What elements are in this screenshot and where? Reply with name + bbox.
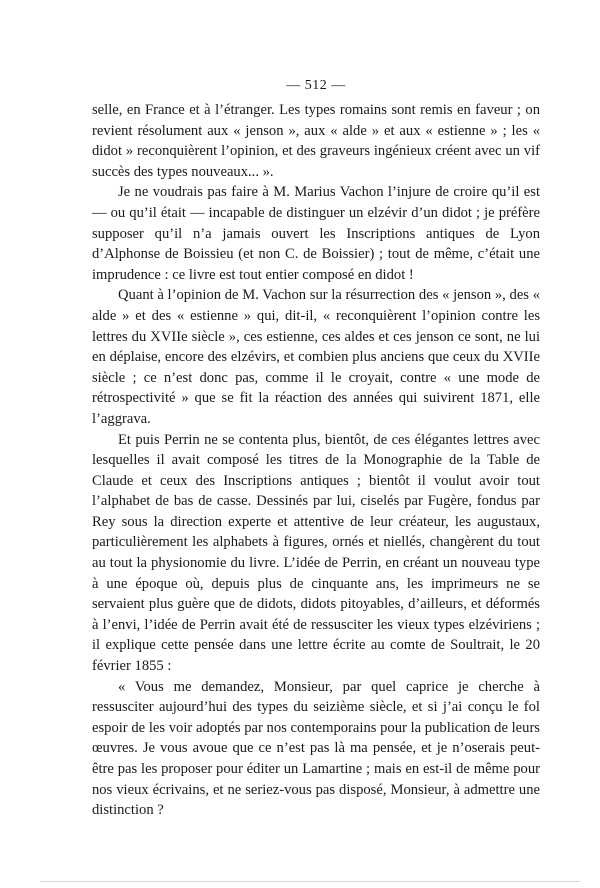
page-number: — 512 — xyxy=(286,78,346,93)
paragraph-1: selle, en France et à l’étranger. Les types romains sont remis en faveur ; on revient résolument aux « jenson », aux « alde » et aux « estienne » ; les « didot » reconquièrent l’opinion, et des graveurs ingénieux créent avec un vif succès des types nouveaux... ». xyxy=(92,102,540,180)
paragraph-2: Je ne voudrais pas faire à M. Marius Vachon l’injure de croire qu’il est — ou qu’il était — incapable de distinguer un elzévir d’un didot ; je préfère supposer qu’il n’a jamais ouvert les Inscriptions antiques de Lyon d’Alphonse de Boissieu (et non C. de Boissier) ; tout de même, c’était une imprudence : ce livre est tout entier composé en didot ! xyxy=(92,184,540,283)
paragraph-5-quotation: « Vous me demandez, Monsieur, par quel caprice je cherche à ressusciter aujourd’hui des types du seizième siècle, et si j’ai conçu le fol espoir de les voir adoptés par nos contemporains pour la publication de leurs œuvres. Je vous avoue que ce n’est pas là ma pensée, et je n’oserais peut-être pas les proposer pour éditer un Lamartine ; mais en est-il de même pour nos vieux écrivains, et ne seriez-vous pas disposé, Monsieur, à admettre une distinction ? xyxy=(92,678,540,819)
paragraph-3: Quant à l’opinion de M. Vachon sur la résurrection des « jenson », des « alde » et des « estienne » qui, dit-il, « reconquièrent l’opinion contre les lettres du XVIIe siècle », ces estienne, ces aldes et ces jenson ce sont, ne lui en déplaise, encore des elzévirs, et combien plus anciens que ceux du XVIIe siècle ; ce n’est donc pas, comme il le croyait, contre « une mode de rétrospectivité » que se fit la réaction des années qui suivirent 1871, elle l’aggrava. xyxy=(92,287,540,427)
paragraph-4: Et puis Perrin ne se contenta plus, bientôt, de ces élégantes lettres avec lesquelles il avait composé les titres de la Monographie de la Table de Claude et ceux des Inscriptions antiques ; bientôt il voulut avoir tout l’alphabet de bas de casse. Dessinés par lui, ciselés par Fugère, fondus par Rey sous la direction experte et attentive de leur créateur, les augustaux, particulièrement les alphabets à figures, ornés et niellés, changèrent du tout au tout la physionomie du livre. L’idée de Perrin, en créant un nouveau type à une époque où, depuis plus de cinquante ans, les imprimeurs ne se servaient plus guère que de didots, didots pitoyables, d’ailleurs, et déformés à l’envi, l’idée de Perrin avait été de ressusciter les vieux types elzéviriens ; il explique cette pensée dans une lettre écrite au comte de Soultrait, le 20 février 1855 : xyxy=(92,431,540,675)
page-edge-divider xyxy=(40,881,580,882)
